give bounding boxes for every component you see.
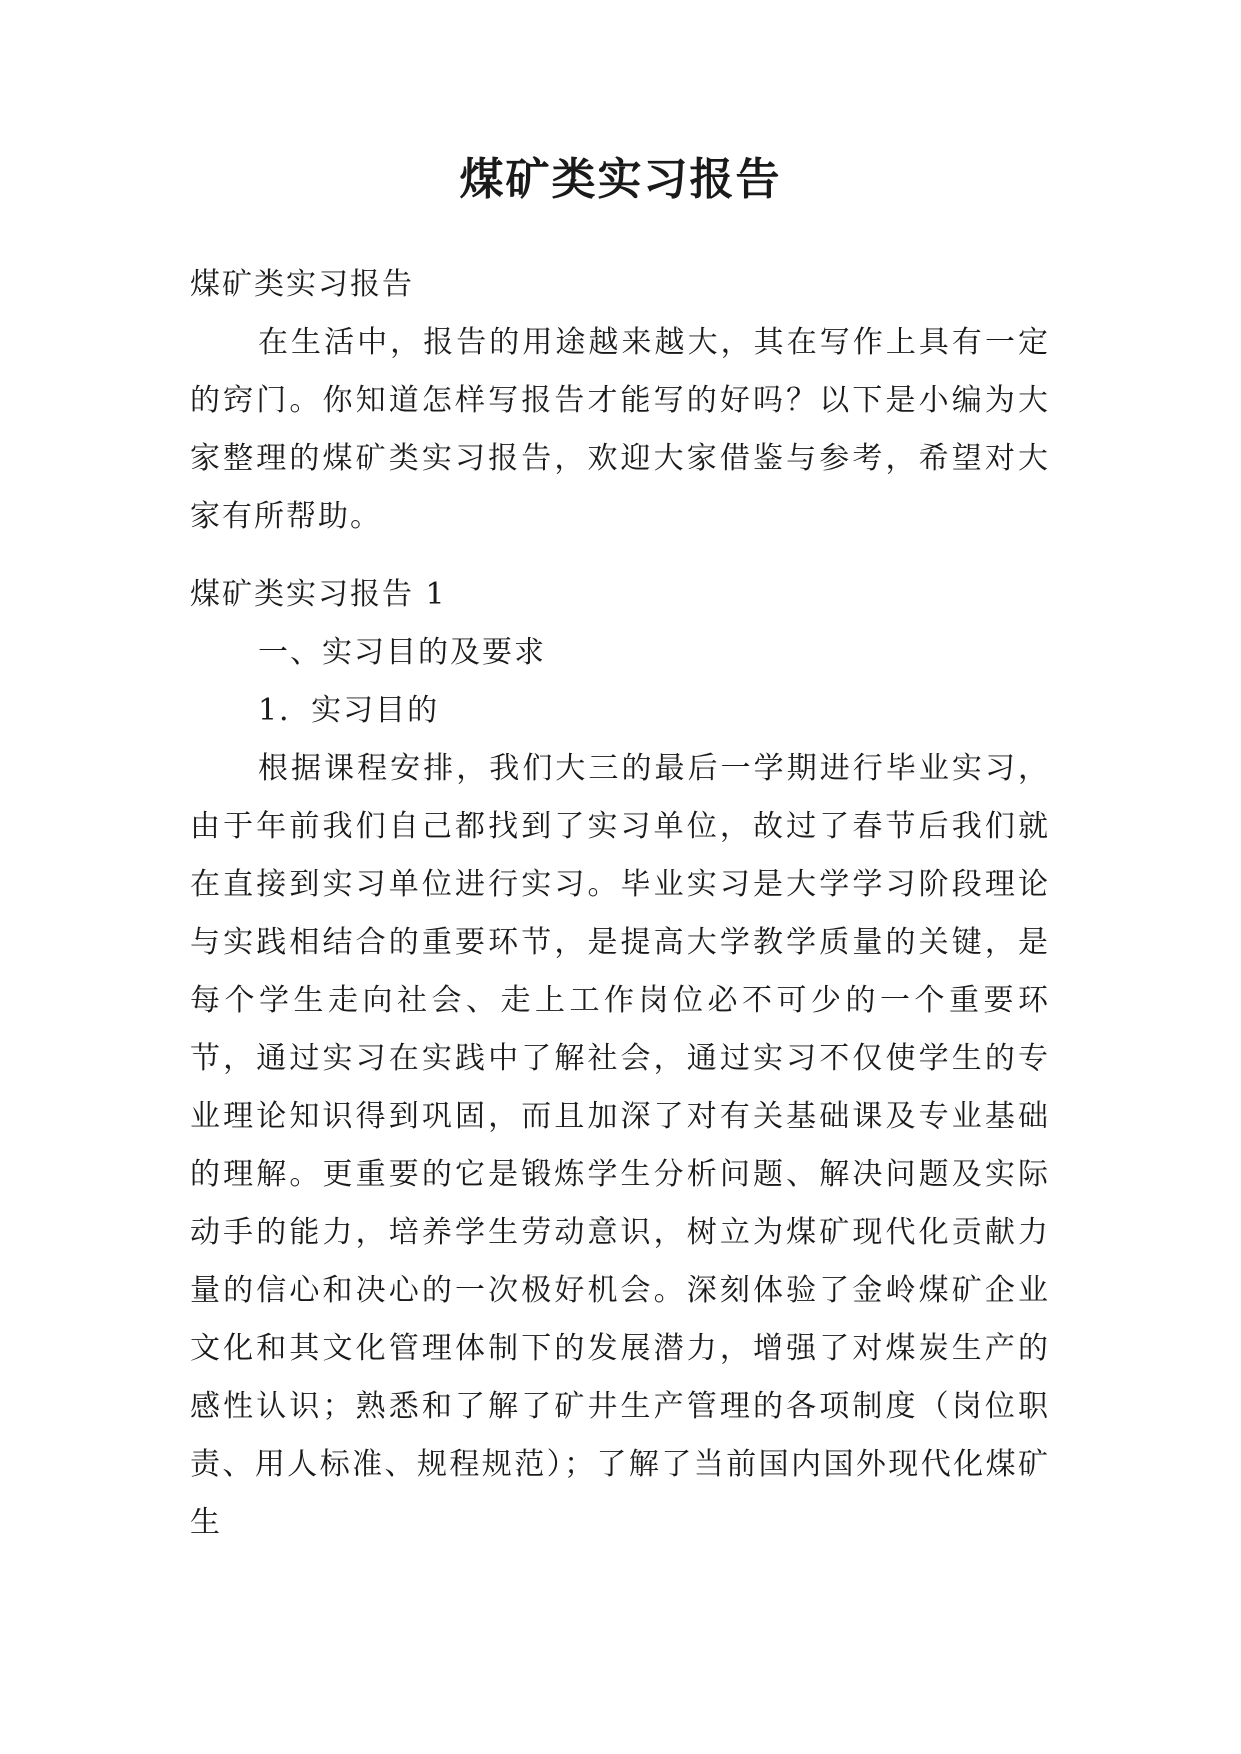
section-1 bbox=[190, 566, 1050, 1552]
intro-paragraph: 在生活中，报告的用途越来越大，其在写作上具有一定的窍门。你知道怎样写报告才能写的好吗？以下是小编为大家整理的煤矿类实习报告，欢迎大家借鉴与参考，希望对大家有所帮助。 bbox=[190, 325, 1050, 534]
section-1-body: 根据课程安排，我们大三的最后一学期进行毕业实习，由于年前我们自己都找到了实习单位，故过了春节后我们就在直接到实习单位进行实习。毕业实习是大学学习阶段理论与实践相结合的重要环节，是提高大学教学质量的关键，是每个学生走向社会、走上工作岗位必不可少的一个重要环节，通过实习在实践中了解社会，通过实习不仅使学生的专业理论知识得到巩固，而且加深了对有关基础课及专业基础的理解。更重要的它是锻炼学生分析问题、解决问题及实际动手的能力，培养学生劳动意识，树立为煤矿现代化贡献力量的信心和决心的一次极好机会。深刻体验了金岭煤矿企业文化和其文化管理体制下的发展潜力，增强了对煤炭生产的感性认识；熟悉和了解了矿井生产管理的各项制度（岗位职责、用人标准、规程规范）；了解了当前国内国外现代化煤矿生 bbox=[190, 751, 1050, 1540]
document-title: 煤矿类实习报告 bbox=[459, 154, 782, 205]
intro-section bbox=[190, 256, 1050, 546]
section-1-item: 1．实习目的 bbox=[258, 693, 440, 728]
document-subtitle: 煤矿类实习报告 bbox=[190, 267, 414, 302]
section-1-subheading: 一、实习目的及要求 bbox=[258, 635, 546, 670]
section-1-heading: 煤矿类实习报告 1 bbox=[190, 577, 447, 612]
